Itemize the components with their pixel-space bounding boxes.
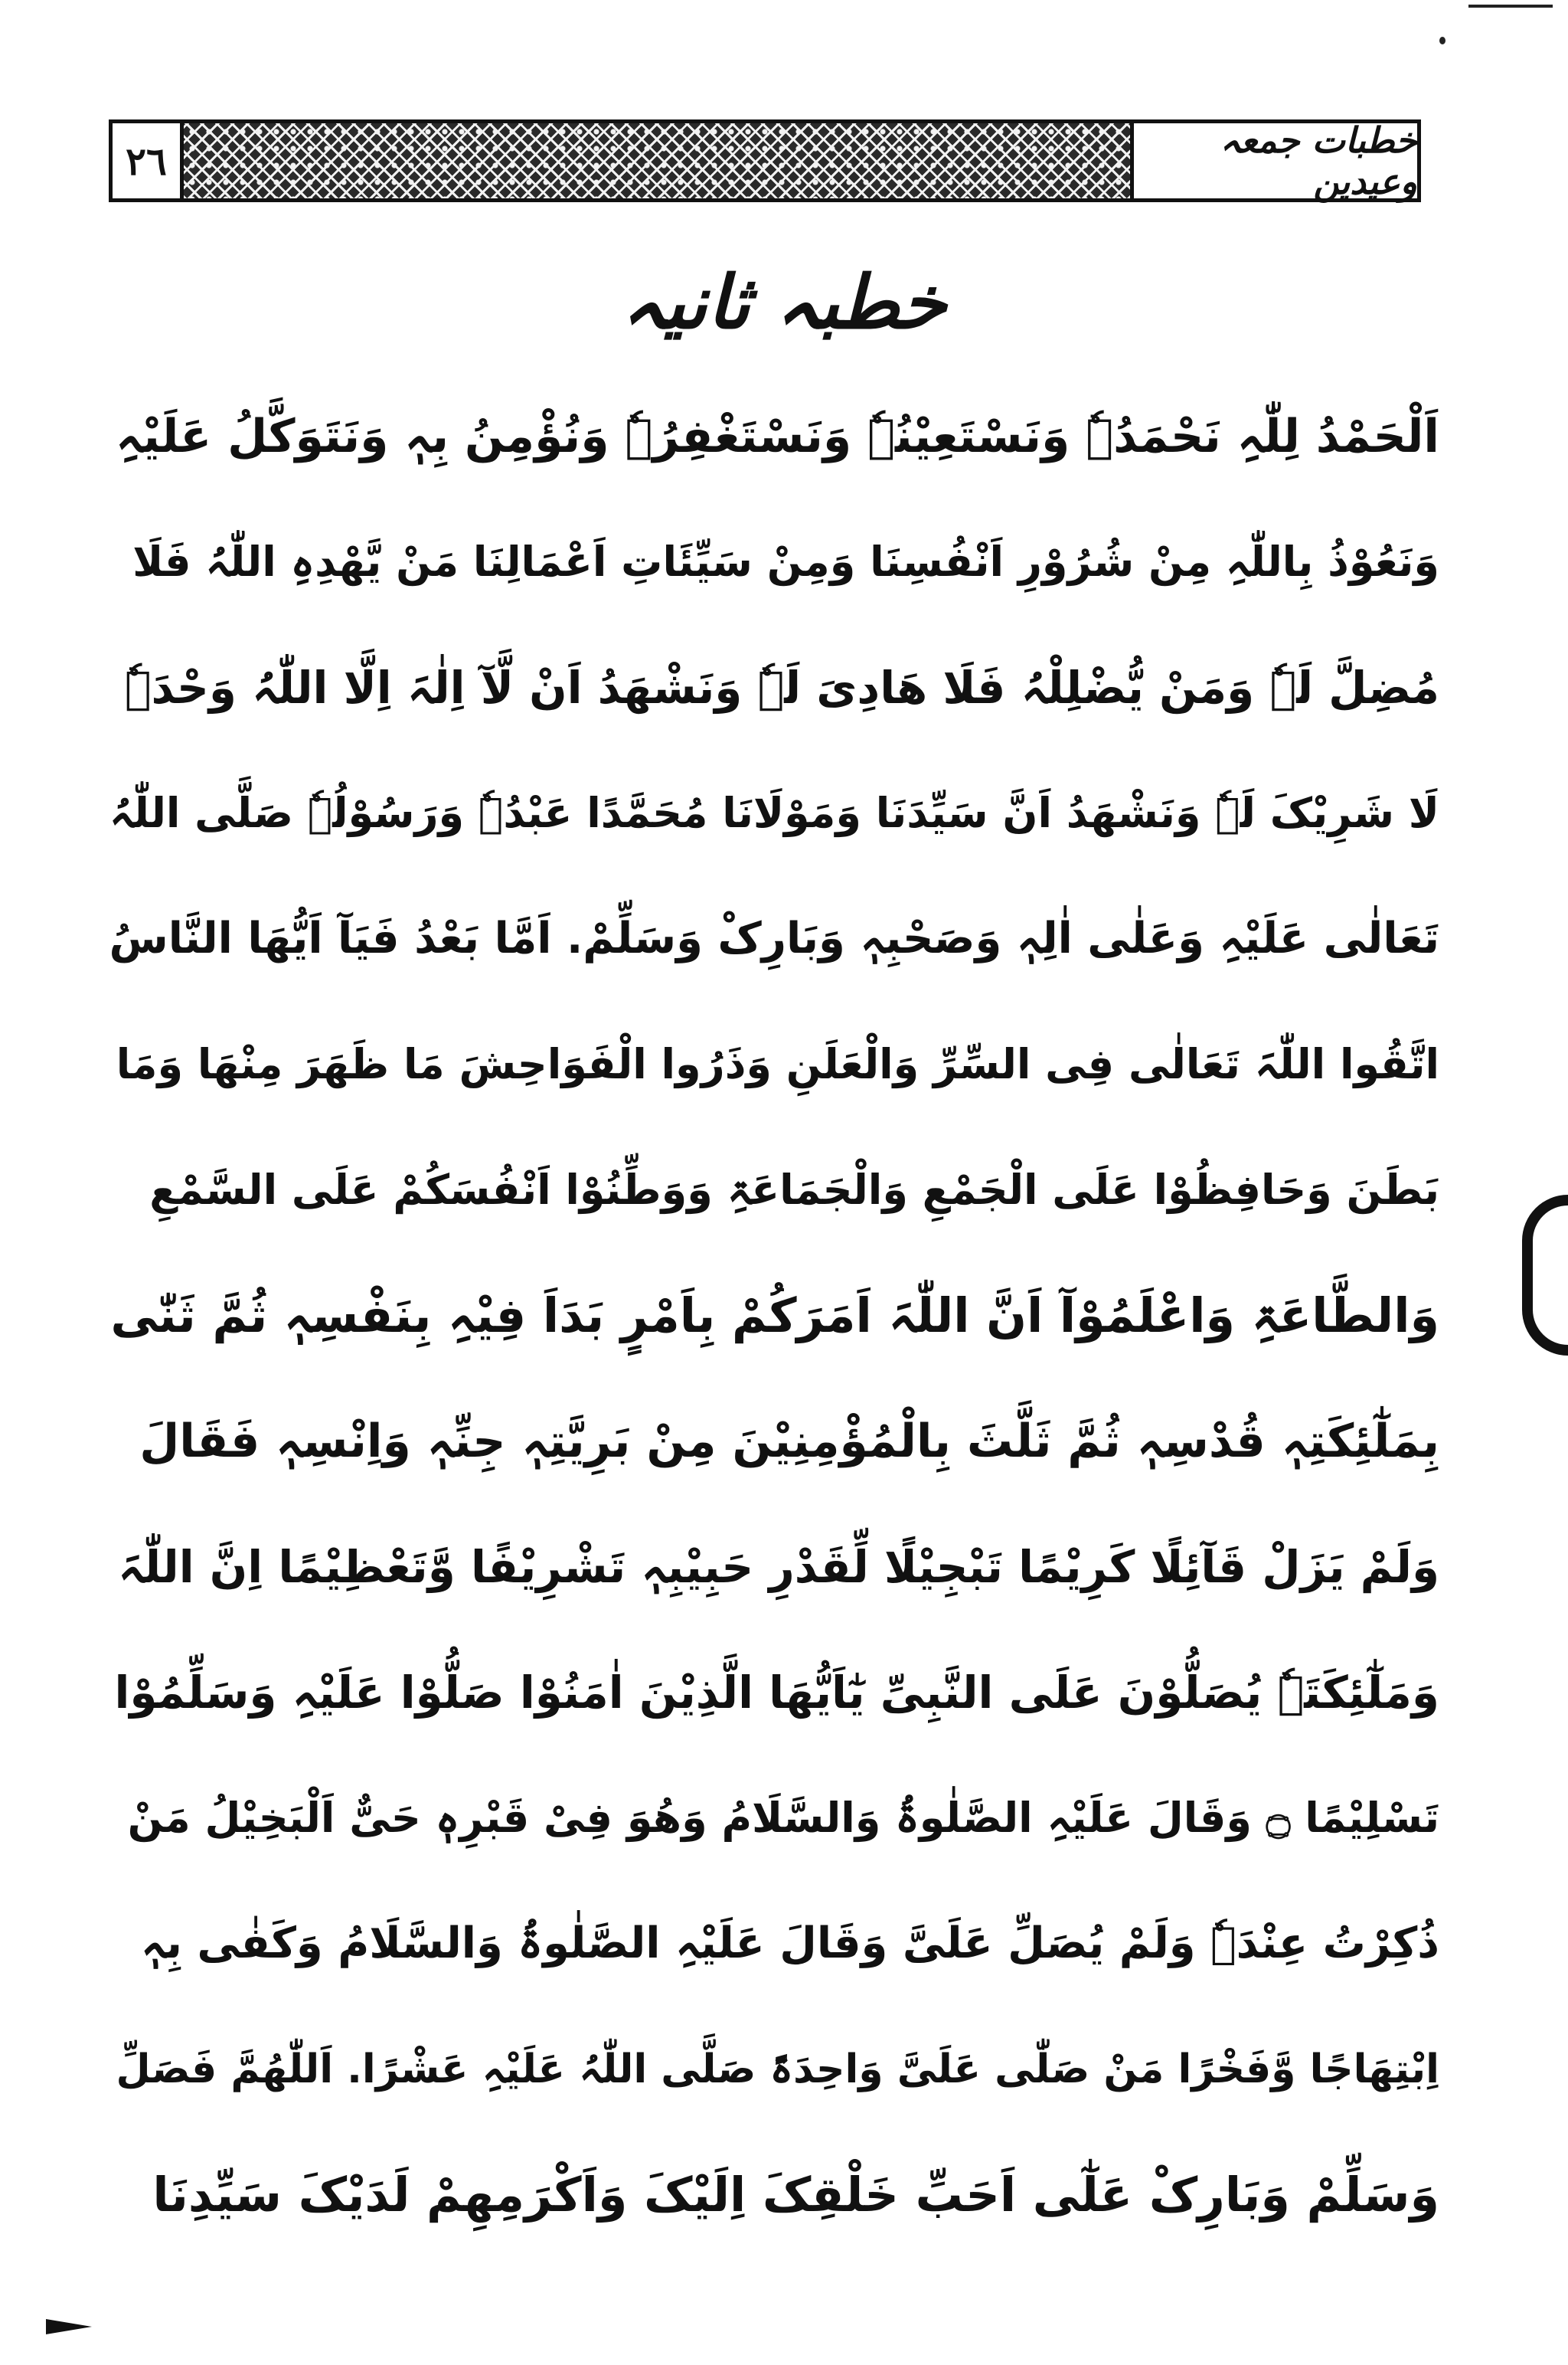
scan-speck — [1439, 37, 1446, 44]
text-line-13: ذُکِرْتُ عِنْدَہٗ وَلَمْ یُصَلِّ عَلَیَّ وَقَالَ عَلَیْہِ الصَّلٰوۃُ وَالسَّلَامُ وَکَفٰی بِہٖ — [141, 1918, 1439, 1968]
text-line-2: وَنَعُوْذُ بِاللّٰہِ مِنْ شُرُوْرِ اَنْفُسِنَا وَمِنْ سَیِّئَاتِ اَعْمَالِنَا مَنْ یَّھْدِہِ اللّٰہُ فَلَا — [132, 538, 1439, 586]
sermon-text — [103, 374, 1439, 2258]
scan-edge-line — [1468, 5, 1553, 8]
section-title: خطبہ ثانیہ — [621, 260, 947, 345]
text-line-4: لَا شَرِیْکَ لَہٗ وَنَشْھَدُ اَنَّ سَیِّدَنَا وَمَوْلَانَا مُحَمَّدًا عَبْدُہٗ وَرَسُوْلُہٗ صَلَّی اللّٰہُ — [109, 789, 1439, 837]
text-line-10: وَلَمْ یَزَلْ قَآئِلًا کَرِیْمًا تَبْجِیْلًا لِّقَدْرِ حَبِیْبِہٖ تَشْرِیْفًا وَّتَعْظِیْمًا اِنَّ اللّٰہَ — [118, 1541, 1439, 1593]
text-line-9: بِمَلٰٓئِکَتِہٖ قُدْسِہٖ ثُمَّ ثَلَّثَ بِالْمُؤْمِنِیْنَ مِنْ بَرِیَّتِہٖ جِنِّہٖ وَاِنْسِہٖ فَقَالَ — [139, 1415, 1439, 1468]
text-line-7: بَطَنَ وَحَافِظُوْا عَلَی الْجَمْعِ وَالْجَمَاعَۃِ وَوَطِّنُوْا اَنْفُسَکُمْ عَلَی السَّمْعِ — [149, 1166, 1439, 1214]
text-line-5: تَعَالٰی عَلَیْہِ وَعَلٰی اٰلِہٖ وَصَحْبِہٖ وَبَارِکْ وَسَلِّمْ. اَمَّا بَعْدُ فَیَآ اَیُّھَا النَّاسُ — [109, 914, 1439, 963]
text-line-6: اتَّقُوا اللّٰہَ تَعَالٰی فِی السِّرِّ وَالْعَلَنِ وَذَرُوا الْفَوَاحِشَ مَا ظَھَرَ مِنْھَا وَمَا — [116, 1040, 1439, 1088]
text-line-14: اِبْتِھَاجًا وَّفَخْرًا مَنْ صَلّٰی عَلَیَّ وَاحِدَۃً صَلَّی اللّٰہُ عَلَیْہِ عَشْرًا. اَللّٰھُمَّ فَصَلِّ — [116, 2046, 1439, 2092]
header-ornament-band — [184, 123, 1130, 198]
page-number: ٢٦ — [113, 123, 184, 198]
book-title: خطبات جمعہ وعیدین — [1130, 123, 1417, 198]
text-line-3: مُضِلَّ لَہٗ وَمَنْ یُّضْلِلْہُ فَلَا ھَادِیَ لَہٗ وَنَشْھَدُ اَنْ لَّآ اِلٰہَ اِلَّا اللّٰہُ وَحْدَہٗ — [124, 662, 1439, 714]
text-line-12: تَسْلِیْمًا ۝ وَقَالَ عَلَیْہِ الصَّلٰوۃُ وَالسَّلَامُ وَھُوَ فِیْ قَبْرِہٖ حَیٌّ اَلْبَخِیْلُ مَنْ — [127, 1794, 1439, 1842]
binding-shadow-arc — [1522, 1195, 1568, 1356]
text-line-15: وَسَلِّمْ وَبَارِکْ عَلٰٓی اَحَبِّ خَلْقِکَ اِلَیْکَ وَاَکْرَمِھِمْ لَدَیْکَ سَیِّدِنَا — [152, 2167, 1439, 2223]
text-line-1: اَلْحَمْدُ لِلّٰہِ نَحْمَدُہٗ وَنَسْتَعِیْنُہٗ وَنَسْتَغْفِرُہٗ وَنُؤْمِنُ بِہٖ وَنَتَوَکَّلُ عَلَیْہِ — [116, 410, 1439, 463]
page-header — [109, 119, 1421, 202]
scan-arrow-mark — [46, 2319, 92, 2334]
text-line-11: وَمَلٰٓئِکَتَہٗ یُصَلُّوْنَ عَلَی النَّبِیِّ یٰٓاَیُّھَا الَّذِیْنَ اٰمَنُوْا صَلُّوْا عَلَیْہِ وَسَلِّمُوْا — [114, 1667, 1439, 1719]
text-line-8: وَالطَّاعَۃِ وَاعْلَمُوْآ اَنَّ اللّٰہَ اَمَرَکُمْ بِاَمْرٍ بَدَاَ فِیْہِ بِنَفْسِہٖ ثُمَّ ثَنّٰی — [110, 1287, 1439, 1343]
